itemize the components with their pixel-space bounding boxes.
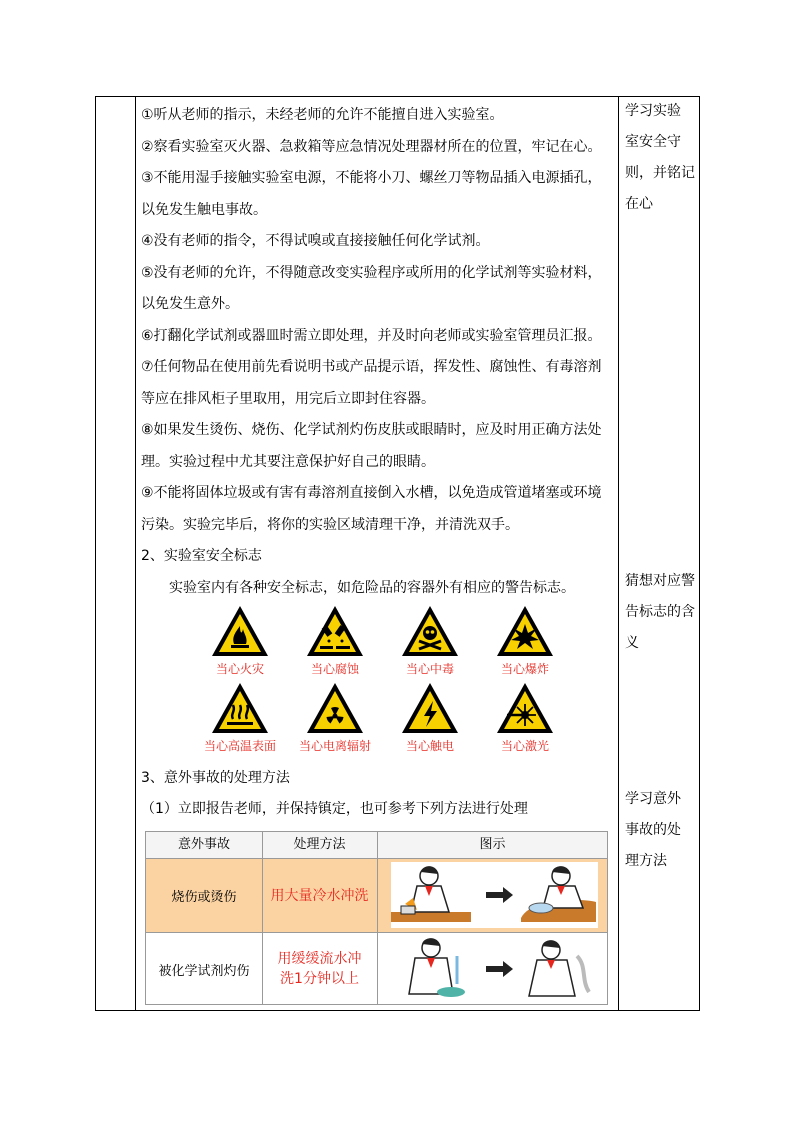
- hot-surface-icon: [210, 681, 270, 735]
- method-text: 用大量冷水冲洗: [270, 887, 369, 904]
- note-line: 则，并铭记: [625, 165, 695, 181]
- explosion-icon: [495, 604, 555, 658]
- section-subheading: （1）立即报告老师，并保持镇定，也可参考下列方法进行处理: [141, 801, 528, 817]
- rule-line: ⑤没有老师的允许，不得随意改变实验程序或所用的化学试剂等实验材料，: [141, 264, 602, 281]
- note-line: 理方法: [625, 853, 667, 869]
- header-cell: 图示: [479, 837, 506, 852]
- rule-line: 以免发生触电事故。: [141, 201, 267, 218]
- rinse-illustration-icon: [391, 862, 598, 928]
- note-line: 告标志的含: [625, 604, 695, 620]
- section-heading: 2、实验室安全标志: [141, 548, 262, 564]
- sign-explosion: [480, 604, 570, 677]
- sign-corrosion: [290, 604, 380, 677]
- burn-illustration: [391, 862, 598, 928]
- note-line: 在心: [625, 196, 653, 212]
- rule-line: ⑧如果发生烫伤、烧伤、化学试剂灼伤皮肤或眼睛时，应及时用正确方法处: [141, 422, 602, 438]
- rule-line: ⑦任何物品在使用前先看说明书或产品提示语，挥发性、腐蚀性、有毒溶剂: [141, 359, 602, 375]
- sign-fire: [195, 604, 285, 677]
- rule-line: 等应在排风柜子里取用，用完后立即封住容器。: [141, 390, 435, 407]
- rule-line: 污染。实验完毕后，将你的实验区域清理干净，并清洗双手。: [141, 516, 519, 533]
- poison-icon: [400, 604, 460, 658]
- side-note-safety-rules: [625, 96, 697, 220]
- corrosion-icon: [305, 604, 365, 658]
- rule-line: 理。实验过程中尤其要注意保护好自己的眼睛。: [141, 453, 435, 470]
- sign-label: 当心腐蚀: [310, 662, 359, 676]
- rule-line: ⑨不能将固体垃圾或有害有毒溶剂直接倒入水槽，以免造成管道堵塞或环境: [141, 485, 602, 501]
- side-note-accidents: [625, 784, 697, 877]
- note-line: 猜想对应警: [625, 573, 695, 589]
- chemical-burn-illustration: [391, 936, 598, 1002]
- rinse-illustration-icon: [391, 936, 598, 1002]
- rule-line: ①听从老师的指示，未经老师的允许不能擅自进入实验室。: [141, 107, 504, 123]
- method-cell: [262, 933, 377, 1005]
- sign-radiation: [290, 681, 380, 754]
- sign-label: 当心中毒: [405, 662, 454, 676]
- electric-icon: [400, 681, 460, 735]
- method-cell: [262, 859, 377, 932]
- sign-electric: [385, 681, 475, 754]
- column-divider: [377, 832, 378, 1004]
- sign-hot-surface: [195, 681, 285, 754]
- radiation-icon: [305, 681, 365, 735]
- sign-poison: [385, 604, 475, 677]
- content-column: [141, 100, 617, 604]
- rule-line: ③不能用湿手接触实验室电源，不能将小刀、螺丝刀等物品插入电源插孔，: [141, 170, 602, 186]
- fire-icon: [210, 604, 270, 658]
- accident-table: [145, 831, 608, 1005]
- header-cell: 处理方法: [293, 837, 346, 852]
- accident-cell: 被化学试剂灼伤: [158, 963, 250, 979]
- column-divider: [135, 97, 136, 1010]
- sign-label: 当心电离辐射: [298, 739, 371, 753]
- sign-label: 当心高温表面: [203, 739, 276, 753]
- method-text: 用缓缓流水冲: [277, 951, 362, 967]
- section-intro: 实验室内有各种安全标志，如危险品的容器外有相应的警告标志。: [169, 579, 575, 596]
- sign-label: 当心火灾: [215, 662, 264, 676]
- note-line: 学习实验: [625, 103, 681, 119]
- header-cell: 意外事故: [177, 837, 230, 852]
- rule-line: ④没有老师的指令，不得试嗅或直接接触任何化学试剂。: [141, 233, 490, 249]
- sign-laser: [480, 681, 570, 754]
- laser-icon: [495, 681, 555, 735]
- sign-label: 当心激光: [500, 739, 549, 753]
- note-line: 室安全守: [625, 134, 681, 150]
- accident-cell: 烧伤或烫伤: [171, 890, 237, 905]
- note-line: 义: [625, 635, 639, 651]
- rule-line: 以免发生意外。: [141, 296, 239, 312]
- rule-line: ②察看实验室灭火器、急救箱等应急情况处理器材所在的位置，牢记在心。: [141, 138, 602, 155]
- rule-line: ⑥打翻化学试剂或器皿时需立即处理，并及时向老师或实验室管理员汇报。: [141, 327, 602, 344]
- note-line: 事故的处: [625, 822, 681, 838]
- sign-label: 当心爆炸: [500, 662, 549, 676]
- section-heading: 3、意外事故的处理方法: [141, 770, 290, 786]
- side-note-signs: [625, 566, 697, 659]
- sign-label: 当心触电: [405, 739, 454, 753]
- note-line: 学习意外: [625, 791, 681, 807]
- method-text: 洗1分钟以上: [280, 971, 359, 987]
- column-divider: [618, 97, 619, 1010]
